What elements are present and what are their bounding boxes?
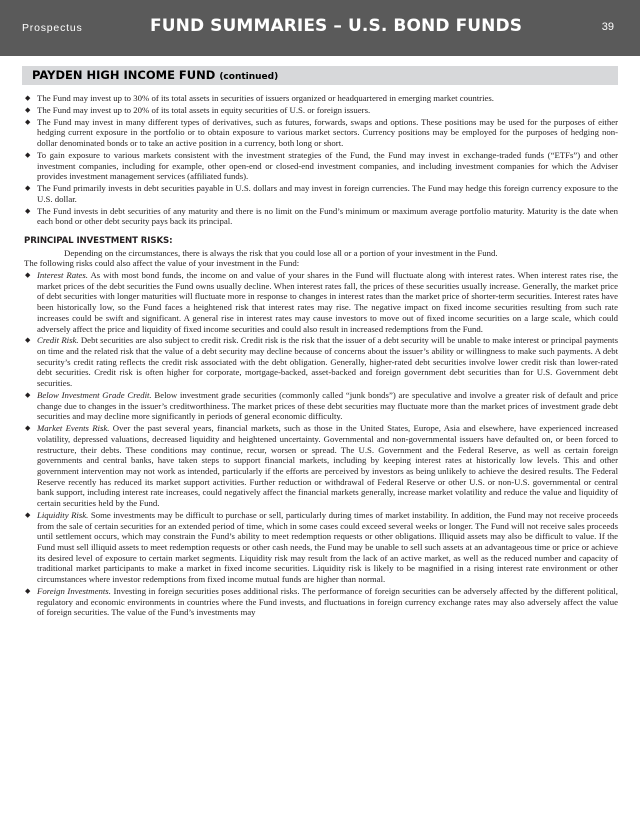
risk-text: Some investments may be difficult to purchase or sell, particularly during times of market instability. In addition, the Fund may not receive proceeds from the sale of certain securities for an extended period of time, which in some cases could exceed several weeks or longer. The Fund will not receive sales proceeds until settlement occurs, which may constrain the Fund’s ability to meet redemption requests or other obligations. Illiquid assets may also be difficult to value. If the Fund must sell illiquid assets to meet redemption requests or other cash needs, the Fund may be unable to sell such assets at an advantageous time or price or achieve its desired level of exposure to certain market segments. Liquidity risk may result from the lack of an active market, as well as the reduced number and capacity of traditional market participants to make a market in fixed income securities. Liquidity risk is likely to be magnified in a rising interest rate environment or other circumstances where investor redemptions from fixed income mutual funds are higher than normal. bbox=[37, 509, 618, 585]
diamond-bullet-icon: ◆ bbox=[25, 94, 31, 102]
header-title: FUND SUMMARIES – U.S. BOND FUNDS bbox=[150, 16, 523, 36]
diamond-bullet-icon: ◆ bbox=[25, 586, 31, 595]
document-label: Prospectus bbox=[22, 22, 83, 34]
diamond-bullet-icon: ◆ bbox=[25, 271, 31, 280]
risk-item-credit bbox=[24, 335, 618, 389]
risk-list bbox=[24, 270, 618, 618]
diamond-bullet-icon: ◆ bbox=[25, 424, 31, 433]
risk-title: Liquidity Risk. bbox=[37, 509, 89, 520]
risk-title: Foreign Investments. bbox=[37, 585, 111, 596]
risk-item-liquidity bbox=[24, 510, 618, 585]
risk-text: Debt securities are also subject to credit risk. Credit risk is the risk that the issuer of a debt security will be unable to make interest or principal payments on time and the related risk that the value of a debt security may decline because of concerns about the issuer’s ability or willingness to make such payments. A debt security’s credit rating reflects the credit risk associated with the debt obligation. Generally, higher-rated debt securities involve lower credit risk than lower-rated debt securities. Credit risk is often higher for corporate, mortgage-backed, asset-backed and foreign government debt securities than for U.S. Government debt securities. bbox=[37, 335, 618, 389]
risk-item-interest-rates bbox=[24, 270, 618, 334]
risk-text: Investing in foreign securities poses additional risks. The performance of foreign securities can be adversely affected by the different political, regulatory and economic environments in countries where the Fund invests, and fluctuations in foreign currency exchange rates may also adversely affect the value of foreign securities. The value of the Fund’s investments may bbox=[37, 585, 618, 618]
strategy-item: ◆ The Fund may invest up to 20% of its total assets in equity securities of U.S. or foreign issuers. bbox=[25, 104, 371, 115]
diamond-bullet-icon: ◆ bbox=[25, 510, 31, 519]
page-number: 39 bbox=[601, 21, 614, 33]
risk-item-below-investment-grade bbox=[24, 390, 618, 422]
risk-title: Below Investment Grade Credit. bbox=[37, 389, 152, 400]
risk-text: Below investment grade securities (commonly called “junk bonds”) are speculative and involve a greater risk of default and price change due to changes in the issuer’s creditworthiness. The market prices of these debt securities may fluctuate more than the market prices of investment grade debt securities and may decline more significantly in periods of general economic difficulty. bbox=[37, 389, 618, 422]
diamond-bullet-icon: ◆ bbox=[25, 150, 31, 159]
diamond-bullet-icon: ◆ bbox=[25, 206, 31, 215]
risks-intro: Depending on the circumstances, there is always the risk that you could lose all or a portion of your investment in the Fund. bbox=[64, 247, 498, 258]
risk-text: Over the past several years, financial markets, such as those in the United States, Europe, Asia and elsewhere, have experienced increased volatility, depressed valuations, decreased liquidity and heightened uncertainty. Governmental and non-governmental issuers have defaulted on, or been forced to restructure, their debts. These conditions may continue, recur, worsen or spread. The U.S. Government and the Federal Reserve, as well as certain foreign governments and central banks, have taken steps to support financial markets, including by keeping interest rates at historically low levels. This and other government intervention may not work as intended, particularly if the efforts are perceived by investors as being unlikely to achieve the desired results. The Federal Reserve recently has reduced its market support activities. Further reduction or withdrawal of Federal Reserve or other U.S. or non-U.S. governmental or central bank support, including interest rate increases, could negatively affect the financial markets generally, increase market volatility and reduce the value and liquidity of certain securities held by the Fund. bbox=[37, 423, 618, 509]
fund-name-suffix: (continued) bbox=[219, 72, 279, 82]
diamond-bullet-icon: ◆ bbox=[25, 184, 31, 192]
page-content bbox=[24, 93, 618, 619]
strategy-item: ◆ The Fund may invest up to 30% of its total assets in securities of issuers organized or headquartered in emerging market countries. bbox=[25, 93, 494, 103]
strategy-item: ◆ The Fund primarily invests in debt securities payable in U.S. dollars and may invest in foreign currencies. The Fund may hedge this foreign currency exposure to the U.S. dollar. bbox=[25, 183, 618, 204]
risk-text: As with most bond funds, the income on and value of your shares in the Fund will fluctuate along with interest rates. When interest rates rise, the market prices of the debt securities the Fund owns usually decline. When interest rates fall, the prices of these securities usually increase. Generally, the market price of debt securities with longer maturities will fluctuate more in response to changes in interest rates than the market price of shorter-term securities. Interest rates have been historically low, so the Fund faces a heightened risk that interest rates may rise. The negative impact on fixed income securities resulting from such rate increases could be swift and significant. A general rise in interest rates may cause investors to move out of fixed income securities on a large scale, which could adversely affect the price and liquidity of fixed income securities and could also result in increased redemptions from the Fund. bbox=[37, 270, 618, 334]
diamond-bullet-icon: ◆ bbox=[25, 336, 31, 345]
strategy-item: ◆ The Fund invests in debt securities of any maturity and there is no limit on the Fund’s minimum or maximum average portfolio maturity. Maturity is the date when each bond or other debt security pays back its principal. bbox=[25, 205, 618, 227]
diamond-bullet-icon: ◆ bbox=[25, 390, 31, 399]
strategy-item: ◆ To gain exposure to various markets consistent with the investment strategies of the Fund, the Fund may invest in exchange-traded funds (“ETFs”) and other investment companies, including for example, other open-end or closed-end investment companies, and including investment companies for which the Adviser provides investment management services (affiliated funds). bbox=[25, 149, 618, 182]
page-header bbox=[0, 0, 640, 56]
risk-title: Credit Risk. bbox=[37, 335, 79, 346]
section-title-band bbox=[22, 66, 618, 85]
fund-name: PAYDEN HIGH INCOME FUND (continued) bbox=[32, 68, 279, 82]
risk-item-foreign-investments bbox=[24, 586, 618, 618]
risk-title: Interest Rates. bbox=[37, 270, 88, 281]
diamond-bullet-icon: ◆ bbox=[25, 105, 31, 114]
risks-intro-2: The following risks could also affect the value of your investment in the Fund: bbox=[24, 258, 300, 269]
strategy-item: ◆ The Fund may invest in many different types of derivatives, such as futures, forwards, swaps and options. These positions may be used for the purposes of either hedging current exposure in the portfolio or to obtain exposure to various market sectors. Currency positions may be employed for the purposes of hedging non-dollar denominated bonds or to take an active position in a currency, both long or short. bbox=[25, 116, 618, 148]
risk-item-market-events bbox=[24, 423, 618, 509]
diamond-bullet-icon: ◆ bbox=[25, 117, 31, 126]
strategy-list bbox=[24, 93, 618, 227]
risks-heading: PRINCIPAL INVESTMENT RISKS: bbox=[24, 235, 173, 246]
risk-title: Market Events Risk. bbox=[37, 423, 110, 434]
